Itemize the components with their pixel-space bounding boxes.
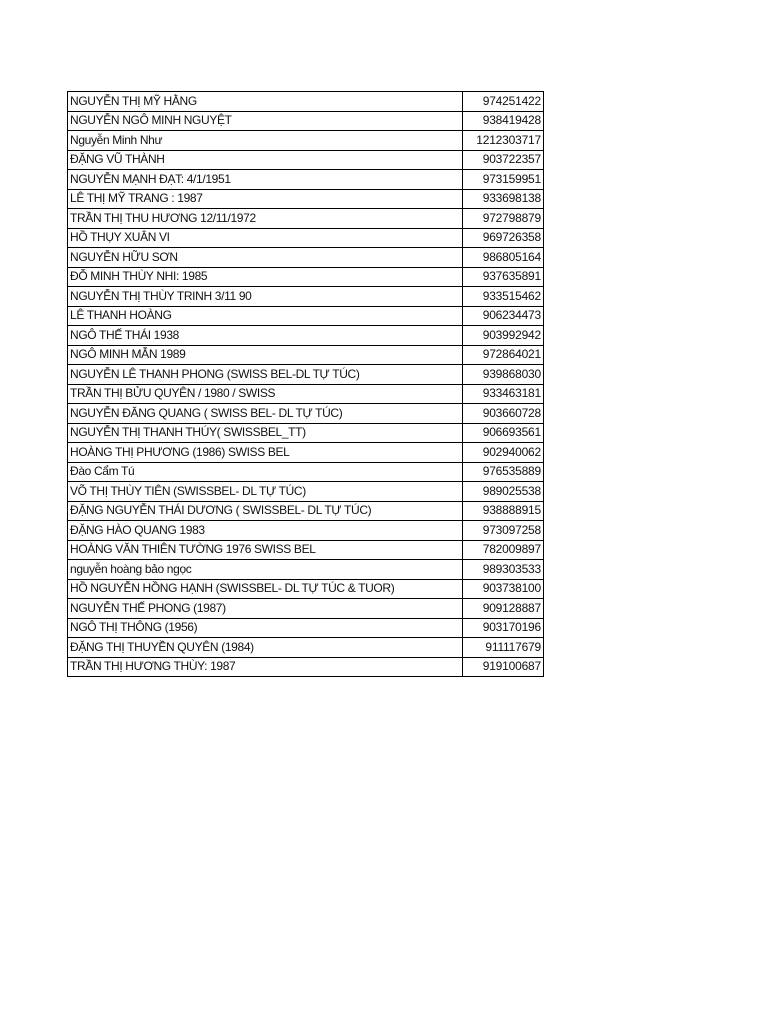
contact-name-cell: Nguyễn Minh Như bbox=[68, 131, 463, 151]
phone-number-cell: 909128887 bbox=[463, 599, 544, 619]
phone-number-cell: 969726358 bbox=[463, 228, 544, 248]
table-row bbox=[68, 462, 544, 482]
phone-number-cell: 973097258 bbox=[463, 521, 544, 541]
table-row bbox=[68, 131, 544, 151]
contact-name-cell: NGUYỄN THẾ PHONG (1987) bbox=[68, 599, 463, 619]
contact-name-cell: HOÀNG VĂN THIÊN TƯỜNG 1976 SWISS BEL bbox=[68, 540, 463, 560]
table-row bbox=[68, 423, 544, 443]
contact-name-cell: HỒ THỤY XUÂN VI bbox=[68, 228, 463, 248]
phone-number-cell: 972798879 bbox=[463, 209, 544, 229]
phone-number-cell: 972864021 bbox=[463, 345, 544, 365]
phone-number-cell: 939868030 bbox=[463, 365, 544, 385]
table-row bbox=[68, 618, 544, 638]
table-row bbox=[68, 111, 544, 131]
table-row bbox=[68, 228, 544, 248]
phone-number-cell: 903992942 bbox=[463, 326, 544, 346]
contact-name-cell: NGUYỄN THỊ MỸ HẰNG bbox=[68, 92, 463, 112]
table-row bbox=[68, 638, 544, 658]
contact-name-cell: ĐẶNG HÀO QUANG 1983 bbox=[68, 521, 463, 541]
table-row bbox=[68, 170, 544, 190]
contact-name-cell: ĐỖ MINH THÙY NHI: 1985 bbox=[68, 267, 463, 287]
contact-name-cell: TRẦN THỊ THU HƯƠNG 12/11/1972 bbox=[68, 209, 463, 229]
contact-name-cell: NGUYỄN ĐĂNG QUANG ( SWISS BEL- DL TỰ TÚC) bbox=[68, 404, 463, 424]
table-row bbox=[68, 501, 544, 521]
phone-number-cell: 974251422 bbox=[463, 92, 544, 112]
table-row bbox=[68, 326, 544, 346]
contact-name-cell: TRẦN THỊ HƯƠNG THÙY: 1987 bbox=[68, 657, 463, 677]
table-row bbox=[68, 209, 544, 229]
table-row bbox=[68, 579, 544, 599]
phone-number-cell: 782009897 bbox=[463, 540, 544, 560]
table-row bbox=[68, 189, 544, 209]
contact-name-cell: nguyễn hoàng bảo ngọc bbox=[68, 560, 463, 580]
phone-number-cell: 903170196 bbox=[463, 618, 544, 638]
phone-number-cell: 938419428 bbox=[463, 111, 544, 131]
contact-name-cell: NGÔ MINH MẪN 1989 bbox=[68, 345, 463, 365]
contact-name-cell: NGUYỄN THỊ THANH THÚY( SWISSBEL_TT) bbox=[68, 423, 463, 443]
phone-number-cell: 1212303717 bbox=[463, 131, 544, 151]
phone-number-cell: 989025538 bbox=[463, 482, 544, 502]
contact-name-cell: LÊ THANH HOÀNG bbox=[68, 306, 463, 326]
table-row bbox=[68, 267, 544, 287]
spreadsheet-page bbox=[67, 91, 544, 677]
phone-number-cell: 973159951 bbox=[463, 170, 544, 190]
table-row bbox=[68, 306, 544, 326]
contact-name-cell: HOÀNG THỊ PHƯƠNG (1986) SWISS BEL bbox=[68, 443, 463, 463]
table-row bbox=[68, 365, 544, 385]
contact-name-cell: ĐẶNG VŨ THÀNH bbox=[68, 150, 463, 170]
phone-number-cell: 903738100 bbox=[463, 579, 544, 599]
table-row bbox=[68, 287, 544, 307]
contact-name-cell: NGÔ THẾ THÁI 1938 bbox=[68, 326, 463, 346]
table-row bbox=[68, 345, 544, 365]
contact-name-cell: NGUYỄN LÊ THANH PHONG (SWISS BEL-DL TỰ TÚC) bbox=[68, 365, 463, 385]
phone-number-cell: 933463181 bbox=[463, 384, 544, 404]
contact-name-cell: NGUYỄN HỮU SƠN bbox=[68, 248, 463, 268]
table-row bbox=[68, 92, 544, 112]
table-row bbox=[68, 150, 544, 170]
table-row bbox=[68, 599, 544, 619]
contact-name-cell: NGUYỄN MẠNH ĐẠT: 4/1/1951 bbox=[68, 170, 463, 190]
table-row bbox=[68, 404, 544, 424]
contact-name-cell: NGUYỄN THỊ THÙY TRINH 3/11 90 bbox=[68, 287, 463, 307]
phone-number-cell: 989303533 bbox=[463, 560, 544, 580]
table-row bbox=[68, 540, 544, 560]
contact-name-cell: VÕ THỊ THÙY TIÊN (SWISSBEL- DL TỰ TÚC) bbox=[68, 482, 463, 502]
contact-name-cell: NGUYỄN NGÔ MINH NGUYỆT bbox=[68, 111, 463, 131]
contacts-table bbox=[67, 91, 544, 677]
contact-name-cell: HỒ NGUYỄN HỒNG HẠNH (SWISSBEL- DL TỰ TÚC & TUOR) bbox=[68, 579, 463, 599]
phone-number-cell: 906234473 bbox=[463, 306, 544, 326]
table-row bbox=[68, 384, 544, 404]
phone-number-cell: 903660728 bbox=[463, 404, 544, 424]
contacts-table-body bbox=[68, 92, 544, 677]
table-row bbox=[68, 657, 544, 677]
contact-name-cell: ĐẶNG THỊ THUYỀN QUYÊN (1984) bbox=[68, 638, 463, 658]
contact-name-cell: LÊ THỊ MỸ TRANG : 1987 bbox=[68, 189, 463, 209]
table-row bbox=[68, 482, 544, 502]
contact-name-cell: TRẦN THỊ BỬU QUYÊN / 1980 / SWISS bbox=[68, 384, 463, 404]
phone-number-cell: 911117679 bbox=[463, 638, 544, 658]
contact-name-cell: Đào Cẩm Tú bbox=[68, 462, 463, 482]
phone-number-cell: 976535889 bbox=[463, 462, 544, 482]
phone-number-cell: 986805164 bbox=[463, 248, 544, 268]
contact-name-cell: NGÔ THỊ THÔNG (1956) bbox=[68, 618, 463, 638]
table-row bbox=[68, 443, 544, 463]
table-row bbox=[68, 248, 544, 268]
table-row bbox=[68, 521, 544, 541]
phone-number-cell: 903722357 bbox=[463, 150, 544, 170]
table-row bbox=[68, 560, 544, 580]
phone-number-cell: 933698138 bbox=[463, 189, 544, 209]
phone-number-cell: 906693561 bbox=[463, 423, 544, 443]
phone-number-cell: 938888915 bbox=[463, 501, 544, 521]
contact-name-cell: ĐẶNG NGUYỄN THÁI DƯƠNG ( SWISSBEL- DL TỰ TÚC) bbox=[68, 501, 463, 521]
phone-number-cell: 937635891 bbox=[463, 267, 544, 287]
phone-number-cell: 902940062 bbox=[463, 443, 544, 463]
phone-number-cell: 933515462 bbox=[463, 287, 544, 307]
phone-number-cell: 919100687 bbox=[463, 657, 544, 677]
